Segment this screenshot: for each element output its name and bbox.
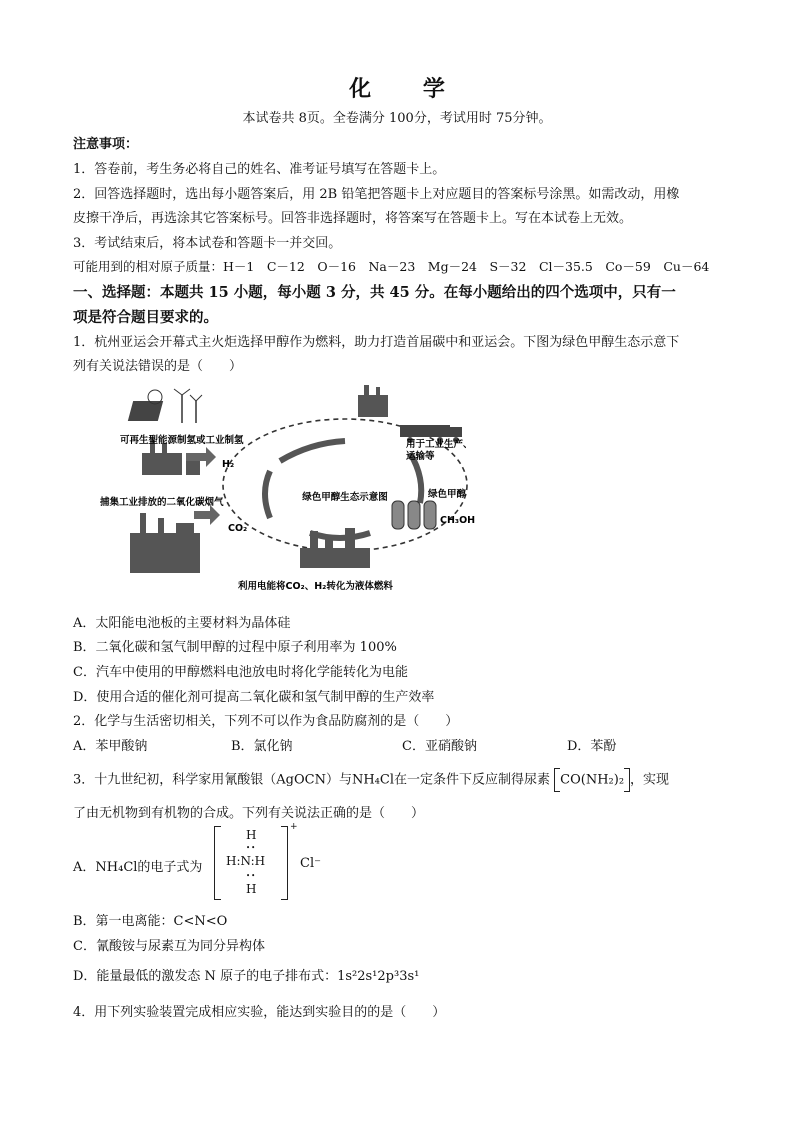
industry-icon-right bbox=[358, 385, 388, 417]
atomic-masses: 可能用到的相对原子质量：H－1 C－12 O－16 Na－23 Mg－24 S－32 Cl－35.5 Co－59 Cu－64 bbox=[73, 259, 710, 274]
q1-option-d: D．使用合适的催化剂可提高二氧化碳和氢气制甲醇的生产效率 bbox=[73, 690, 435, 705]
notice-item-2-cont: 皮擦干净后，再选涂其它答案标号。回答非选择题时，将答案写在答题卡上。写在本试卷上无效。 bbox=[73, 211, 633, 226]
figure-label-co2-capture: 捕集工业排放的二氧化碳烟气 bbox=[100, 497, 224, 508]
notice-item-3: 3．考试结束后，将本试卷和答题卡一并交回。 bbox=[73, 236, 342, 251]
factory-icon-lower bbox=[130, 513, 200, 573]
section-heading: 一、选择题：本题共 15 小题，每小题 3 分，共 45 分。在每小题给出的四个选项中，只有一 bbox=[73, 284, 676, 301]
exam-info: 本试卷共 8页。全卷满分 100分，考试用时 75分钟。 bbox=[242, 111, 552, 126]
chloride-ion: Cl⁻ bbox=[300, 856, 321, 871]
q3-stem bbox=[73, 768, 669, 792]
q1-stem: 1．杭州亚运会开幕式主火炬选择甲醇作为燃料，助力打造首届碳中和亚运会。下图为绿色甲醇生态示意下 bbox=[73, 335, 680, 350]
q2-option-c: C．亚硝酸钠 bbox=[402, 739, 477, 754]
q1-option-a: A．太阳能电池板的主要材料为晶体硅 bbox=[73, 616, 291, 631]
nh4cl-formula: NH₄Cl bbox=[351, 772, 394, 788]
figure-label-green-methanol: 绿色甲醇 bbox=[428, 489, 467, 500]
section-heading-cont: 项是符合题目要求的。 bbox=[73, 309, 218, 326]
q1-option-b: B．二氧化碳和氢气制甲醇的过程中原子利用率为 100% bbox=[73, 640, 397, 655]
notice-heading: 注意事项： bbox=[73, 137, 139, 152]
figure-label-h2: H₂ bbox=[222, 459, 235, 470]
q2-option-a: A．苯甲酸钠 bbox=[73, 739, 148, 754]
q3-stem-part-b: 在一定条件下反应制得尿素 bbox=[394, 772, 551, 788]
q2-option-d: D．苯酚 bbox=[567, 739, 617, 754]
figure-label-ch3oh: CH₃OH bbox=[440, 515, 476, 526]
option-a-prefix: A． bbox=[73, 860, 96, 875]
q3-stem-part-c: ，实现 bbox=[630, 772, 670, 788]
cycle-arrow-3 bbox=[310, 533, 370, 538]
electron-dots-bottom: •• bbox=[246, 872, 257, 880]
ef-charge: + bbox=[290, 822, 298, 832]
electron-dots-top: •• bbox=[246, 844, 257, 852]
option-a-text: 的电子式为 bbox=[137, 860, 203, 875]
bracket-left bbox=[214, 826, 221, 900]
bracket-right bbox=[281, 826, 288, 900]
figure-label-co2: CO₂ bbox=[228, 523, 248, 534]
page-title: 化 学 bbox=[349, 76, 467, 102]
q2-stem: 2．化学与生活密切相关，下列不可以作为食品防腐剂的是（ ） bbox=[73, 714, 459, 729]
figure-label-conversion: 利用电能将CO₂、H₂转化为液体燃料 bbox=[238, 581, 393, 592]
electron-configuration: 1s²2s¹2p³3s¹ bbox=[337, 969, 420, 984]
q2-option-b: B．氯化钠 bbox=[231, 739, 293, 754]
cycle-arrow-4 bbox=[265, 471, 270, 518]
methanol-tanks-icon bbox=[392, 501, 436, 529]
methanol-ecology-figure bbox=[100, 383, 490, 595]
electron-formula bbox=[214, 822, 298, 900]
q3-option-b: B．第一电离能：C<N<O bbox=[73, 914, 228, 929]
notice-item-2: 2．回答选择题时，选出每小题答案后，用 2B 铅笔把答题卡上对应题目的答案标号涂黑。如需改动，用橡 bbox=[73, 187, 680, 202]
q4-stem: 4．用下列实验装置完成相应实验，能达到实验目的的是（ ） bbox=[73, 1005, 446, 1020]
ef-h-top: H bbox=[246, 828, 257, 842]
q1-stem-cont: 列有关说法错误的是（ ） bbox=[73, 359, 243, 374]
option-d-text: D．能量最低的激发态 N 原子的电子排布式： bbox=[73, 969, 338, 984]
cycle-arrow-1 bbox=[280, 441, 345, 461]
figure-label-use-2: 运输等 bbox=[406, 451, 435, 462]
q3-stem-part-a: 3．十九世纪初，科学家用氰酸银（AgOCN）与 bbox=[73, 772, 352, 788]
figure-center-label: 绿色甲醇生态示意图 bbox=[302, 492, 388, 503]
figure-label-use-1: 用于工业生产、 bbox=[406, 439, 473, 450]
notice-item-1: 1．答卷前，考生务必将自己的姓名、准考证号填写在答题卡上。 bbox=[73, 162, 446, 177]
ef-h-bottom: H bbox=[246, 882, 257, 896]
q3-option-c: C．氰酸铵与尿素互为同分异构体 bbox=[73, 939, 265, 954]
solar-wind-icon bbox=[128, 389, 202, 423]
q3-option-d bbox=[73, 965, 419, 984]
urea-formula: CO(NH₂)₂ bbox=[560, 772, 625, 788]
nh4cl-formula-a: NH₄Cl bbox=[95, 860, 138, 875]
figure-label-hydrogen-source: 可再生型能源制氢或工业制氢 bbox=[120, 435, 244, 446]
q3-stem-cont: 了由无机物到有机物的合成。下列有关说法正确的是（ ） bbox=[73, 806, 425, 821]
q1-option-c: C．汽车中使用的甲醇燃料电池放电时将化学能转化为电能 bbox=[73, 665, 408, 680]
arrow-right-icon-2 bbox=[194, 505, 220, 525]
ef-middle: H:N:H bbox=[226, 854, 266, 868]
q3-option-a bbox=[73, 856, 202, 875]
